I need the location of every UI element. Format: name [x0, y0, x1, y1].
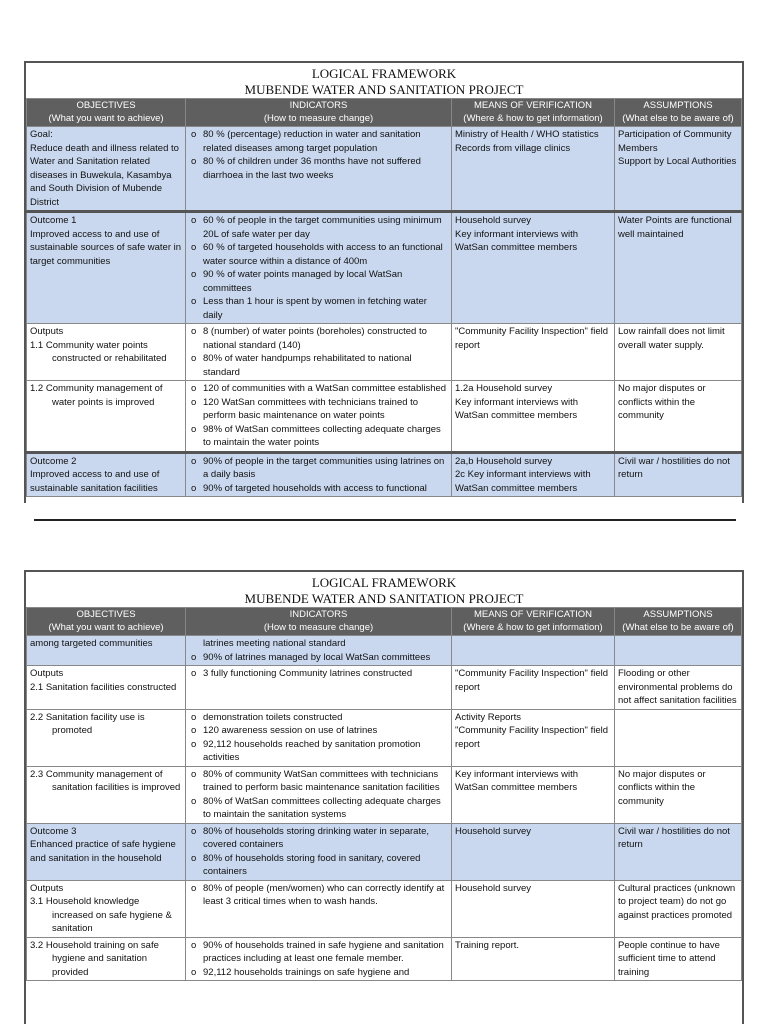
- indicator-item: [189, 155, 448, 182]
- objective-cell: [27, 937, 186, 981]
- indicator-item: [189, 667, 448, 681]
- means-text: 2c Key informant interviews with WatSan committee members: [455, 469, 591, 494]
- means-text: "Community Facility Inspection" field report: [455, 326, 608, 351]
- assumption-text: People continue to have sufficient time to attend training: [618, 939, 720, 978]
- indicator-text: 120 WatSan committees with technicians trained to perform basic maintenance on water points: [203, 396, 419, 421]
- indicators-cell: [186, 381, 452, 453]
- table-row: [27, 381, 742, 453]
- column-header: [27, 608, 186, 636]
- bullet-marker: o: [191, 768, 197, 780]
- assumption-text: No major disputes or conflicts within the community: [618, 383, 706, 421]
- objective-text: Outputs: [30, 882, 64, 894]
- indicator-item: [189, 382, 448, 396]
- logframe-page-2: [24, 570, 744, 1024]
- means-text: Key informant interviews with WatSan committee members: [455, 768, 579, 793]
- indicator-text: 90% of targeted households with access to functional: [203, 482, 427, 494]
- title-line-1: LOGICAL FRAMEWORK: [311, 575, 457, 590]
- indicator-text: 80% of community WatSan committees with technicians trained to perform basic maintenance sanitation facilities: [203, 768, 440, 793]
- indicators-cell: [186, 636, 452, 666]
- bullet-marker: o: [191, 882, 197, 894]
- logframe-table-2: [26, 607, 742, 981]
- means-cell: [452, 381, 615, 453]
- table-row: [27, 709, 742, 766]
- indicator-item: [189, 268, 448, 295]
- indicator-item: [189, 128, 448, 155]
- objective-text: 3.2 Household training on safe hygiene and sanitation provided: [30, 939, 159, 978]
- column-header-subtitle: (Where & how to get information): [463, 112, 603, 124]
- bullet-marker: o: [191, 242, 197, 253]
- assumptions-cell: [615, 823, 742, 880]
- column-header: [186, 608, 452, 636]
- indicator-text: 80% of water handpumps rehabilitated to national standard: [203, 353, 412, 378]
- column-header-subtitle: (What else to be aware of): [622, 621, 734, 633]
- bullet-marker: o: [191, 455, 197, 467]
- means-cell: [452, 636, 615, 666]
- objective-cell: [27, 823, 186, 880]
- indicator-continuation: latrines meeting national standard: [203, 638, 346, 649]
- bullet-marker: o: [191, 668, 197, 679]
- indicator-text: 80% of households storing food in sanitary, covered containers: [203, 852, 421, 877]
- bullet-marker: o: [191, 156, 197, 167]
- bullet-marker: o: [191, 711, 197, 723]
- assumptions-cell: [615, 324, 742, 381]
- bullet-marker: o: [191, 269, 197, 280]
- assumptions-cell: [615, 636, 742, 666]
- assumptions-cell: [615, 381, 742, 453]
- column-header-label: MEANS OF VERIFICATION: [473, 100, 593, 111]
- bullet-marker: o: [191, 482, 197, 494]
- means-text: Key informant interviews with WatSan committee members: [455, 396, 579, 421]
- indicator-item: [189, 825, 448, 852]
- assumptions-cell: [615, 937, 742, 981]
- logframe-page-1: [24, 61, 744, 503]
- objective-text: 1.1 Community water points constructed or rehabilitated: [30, 339, 167, 364]
- indicator-item: [189, 295, 448, 322]
- indicator-text: 92,112 households reached by sanitation promotion activities: [203, 738, 421, 763]
- column-header-subtitle: (How to measure change): [263, 621, 374, 633]
- objective-text: Outcome 3: [30, 825, 77, 837]
- objective-text: 1.2 Community management of water points is improved: [30, 383, 163, 408]
- objective-text: Outcome 1: [30, 215, 77, 226]
- means-cell: [452, 880, 615, 937]
- column-header: [452, 99, 615, 127]
- title-line-2: MUBENDE WATER AND SANITATION PROJECT: [244, 82, 524, 97]
- bullet-marker: o: [191, 423, 197, 435]
- objective-text: Reduce death and illness related to Water and Sanitation related diseases in Buwekula, Kasambya and South Division of Mubende District: [30, 142, 179, 208]
- bullet-marker: o: [191, 966, 197, 978]
- assumption-text: Cultural practices (unknown to project team) do not go against practices promoted: [618, 882, 736, 921]
- indicators-cell: [186, 127, 452, 212]
- indicator-list: [189, 325, 448, 379]
- means-cell: [452, 666, 615, 710]
- indicator-item: [189, 939, 448, 966]
- column-header: [186, 99, 452, 127]
- objective-text: 3.1 Household knowledge increased on safe hygiene & sanitation: [30, 896, 172, 934]
- means-text: 1.2a Household survey: [455, 383, 553, 394]
- bullet-marker: o: [191, 795, 197, 807]
- means-text: "Community Facility Inspection" field report: [455, 668, 608, 693]
- indicator-text: Less than 1 hour is spent by women in fetching water daily: [203, 296, 427, 321]
- indicator-list: [189, 382, 448, 450]
- bullet-marker: o: [191, 353, 197, 364]
- bullet-marker: o: [191, 326, 197, 337]
- means-text: Training report.: [455, 939, 520, 951]
- bullet-marker: o: [191, 129, 197, 140]
- objective-text: 2.3 Community management of sanitation facilities is improved: [30, 768, 181, 793]
- table-row: [27, 880, 742, 937]
- means-text: 2a,b Household survey: [455, 455, 553, 467]
- page-title: [26, 572, 742, 607]
- indicator-text: 80% of households storing drinking water in separate, covered containers: [203, 825, 430, 850]
- objective-text: Improved access to and use of sustainable sanitation facilities: [30, 469, 160, 494]
- indicator-list: [189, 214, 448, 322]
- objective-cell: [27, 452, 186, 497]
- indicator-item: [189, 724, 448, 738]
- means-text: Household survey: [455, 882, 532, 894]
- indicator-item: [189, 482, 448, 496]
- indicator-list: [189, 651, 448, 665]
- indicator-text: 60 % of targeted households with access to an functional water source within a distance of 400m: [203, 242, 443, 267]
- means-cell: [452, 766, 615, 823]
- assumptions-cell: [615, 212, 742, 324]
- means-cell: [452, 212, 615, 324]
- objective-cell: [27, 381, 186, 453]
- objective-text: Improved access to and use of sustainable sources of safe water in target communities: [30, 228, 182, 267]
- means-text: Records from village clinics: [455, 142, 571, 154]
- indicator-text: 98% of WatSan committees collecting adequate charges to maintain the water points: [203, 423, 441, 448]
- column-header-subtitle: (What you want to achieve): [48, 621, 164, 633]
- indicator-text: 90% of households trained in safe hygiene and sanitation practices including at least one female member.: [203, 939, 444, 964]
- column-header-label: OBJECTIVES: [76, 609, 136, 620]
- indicator-item: [189, 651, 448, 665]
- table-row: [27, 636, 742, 666]
- means-cell: [452, 823, 615, 880]
- title-line-1: LOGICAL FRAMEWORK: [311, 66, 457, 81]
- column-header: [615, 99, 742, 127]
- column-header-label: MEANS OF VERIFICATION: [473, 609, 593, 620]
- column-header: [452, 608, 615, 636]
- indicator-item: [189, 241, 448, 268]
- page-divider: [34, 519, 736, 521]
- indicators-cell: [186, 880, 452, 937]
- objective-cell: [27, 709, 186, 766]
- indicator-item: [189, 455, 448, 482]
- table-row: [27, 823, 742, 880]
- objective-text: Outcome 2: [30, 455, 77, 467]
- objective-text: 2.1 Sanitation facilities constructed: [30, 681, 177, 693]
- means-cell: [452, 937, 615, 981]
- means-cell: [452, 709, 615, 766]
- objective-cell: [27, 127, 186, 212]
- indicator-item: [189, 882, 448, 909]
- assumptions-cell: [615, 880, 742, 937]
- objective-cell: [27, 666, 186, 710]
- logframe-table-1: [26, 98, 742, 497]
- indicators-cell: [186, 666, 452, 710]
- indicator-text: 90% of latrines managed by local WatSan committees: [203, 651, 431, 663]
- objective-cell: [27, 324, 186, 381]
- means-text: Ministry of Health / WHO statistics: [455, 129, 599, 140]
- column-header-label: ASSUMPTIONS: [643, 609, 713, 620]
- assumption-text: Flooding or other environmental problems do not affect sanitation facilities: [618, 668, 737, 706]
- assumption-text: Low rainfall does not limit overall water supply.: [618, 326, 725, 351]
- indicator-item: [189, 966, 448, 980]
- indicators-cell: [186, 823, 452, 880]
- column-header-subtitle: (Where & how to get information): [463, 621, 603, 633]
- indicators-cell: [186, 212, 452, 324]
- means-cell: [452, 127, 615, 212]
- assumption-text: No major disputes or conflicts within the community: [618, 768, 706, 807]
- table-row: [27, 452, 742, 497]
- indicator-item: [189, 214, 448, 241]
- indicator-text: 90% of people in the target communities using latrines on a daily basis: [203, 455, 445, 480]
- indicator-item: [189, 738, 448, 765]
- indicator-list: [189, 768, 448, 822]
- indicator-item: [189, 325, 448, 352]
- objective-text: Goal:: [30, 129, 53, 140]
- objective-cell: [27, 636, 186, 666]
- bullet-marker: o: [191, 383, 197, 394]
- bullet-marker: o: [191, 296, 197, 307]
- column-header: [615, 608, 742, 636]
- indicators-cell: [186, 452, 452, 497]
- table-row: [27, 127, 742, 212]
- indicator-list: [189, 455, 448, 496]
- indicator-item: [189, 423, 448, 450]
- objective-cell: [27, 880, 186, 937]
- page-title: [26, 63, 742, 98]
- table-row: [27, 666, 742, 710]
- indicator-text: 90 % of water points managed by local WatSan committees: [203, 269, 403, 294]
- objective-text: Outputs: [30, 326, 64, 337]
- indicator-item: [189, 768, 448, 795]
- indicator-item: [189, 852, 448, 879]
- bullet-marker: o: [191, 852, 197, 864]
- indicator-text: 80% of WatSan committees collecting adequate charges to maintain the sanitation systems: [203, 795, 441, 820]
- indicator-list: [189, 128, 448, 182]
- assumptions-cell: [615, 666, 742, 710]
- bullet-marker: o: [191, 939, 197, 951]
- indicator-item: [189, 795, 448, 822]
- assumptions-cell: [615, 127, 742, 212]
- assumption-text: Civil war / hostilities do not return: [618, 825, 730, 850]
- column-header: [27, 99, 186, 127]
- indicator-text: 3 fully functioning Community latrines constructed: [203, 668, 413, 679]
- assumption-text: Participation of Community Members: [618, 129, 732, 154]
- objective-text: Enhanced practice of safe hygiene and sanitation in the household: [30, 839, 176, 864]
- indicator-text: 60 % of people in the target communities using minimum 20L of safe water per day: [203, 215, 442, 240]
- indicator-text: 120 awareness session on use of latrines: [203, 725, 378, 736]
- column-header-subtitle: (What you want to achieve): [48, 112, 164, 124]
- column-header-subtitle: (What else to be aware of): [622, 112, 734, 124]
- column-header-label: INDICATORS: [289, 609, 348, 620]
- indicator-item: [189, 396, 448, 423]
- means-text: Household survey: [455, 215, 532, 226]
- objective-cell: [27, 766, 186, 823]
- bullet-marker: o: [191, 738, 197, 750]
- indicator-text: 92,112 households trainings on safe hygiene and: [203, 966, 410, 978]
- means-cell: [452, 452, 615, 497]
- assumption-text: Water Points are functional well maintained: [618, 215, 732, 240]
- indicator-list: [189, 825, 448, 879]
- bullet-marker: o: [191, 725, 197, 736]
- table-row: [27, 766, 742, 823]
- column-header-label: ASSUMPTIONS: [643, 100, 713, 111]
- indicator-text: demonstration toilets constructed: [203, 711, 343, 723]
- means-text: Activity Reports: [455, 711, 521, 723]
- indicator-text: 120 of communities with a WatSan committee established: [203, 383, 447, 394]
- assumptions-cell: [615, 452, 742, 497]
- assumption-text: Civil war / hostilities do not return: [618, 455, 730, 480]
- bullet-marker: o: [191, 215, 197, 226]
- objective-cell: [27, 212, 186, 324]
- means-text: "Community Facility Inspection" field report: [455, 725, 608, 750]
- table-row: [27, 937, 742, 981]
- means-text: Key informant interviews with WatSan committee members: [455, 228, 579, 253]
- objective-text: Outputs: [30, 668, 64, 679]
- table-header-row: [27, 99, 742, 127]
- indicator-text: 80 % of children under 36 months have not suffered diarrhoea in the last two weeks: [203, 156, 421, 181]
- indicator-list: [189, 939, 448, 980]
- column-header-label: INDICATORS: [289, 100, 348, 111]
- title-line-2: MUBENDE WATER AND SANITATION PROJECT: [244, 591, 524, 606]
- indicator-item: [189, 352, 448, 379]
- indicator-text: 80 % (percentage) reduction in water and sanitation related diseases among target population: [203, 129, 421, 154]
- indicator-list: [189, 882, 448, 909]
- indicator-text: 8 (number) of water points (boreholes) constructed to national standard (140): [203, 326, 427, 351]
- assumptions-cell: [615, 709, 742, 766]
- indicators-cell: [186, 937, 452, 981]
- objective-text: 2.2 Sanitation facility use is promoted: [30, 711, 145, 736]
- means-text: Household survey: [455, 825, 532, 837]
- indicator-list: [189, 711, 448, 765]
- column-header-label: OBJECTIVES: [76, 100, 136, 111]
- column-header-subtitle: (How to measure change): [263, 112, 374, 124]
- bullet-marker: o: [191, 825, 197, 837]
- bullet-marker: o: [191, 396, 197, 408]
- indicator-item: [189, 711, 448, 725]
- indicators-cell: [186, 709, 452, 766]
- objective-text: among targeted communities: [30, 638, 153, 649]
- assumption-text: Support by Local Authorities: [618, 156, 737, 167]
- table-row: [27, 324, 742, 381]
- bullet-marker: o: [191, 651, 197, 663]
- means-cell: [452, 324, 615, 381]
- indicators-cell: [186, 766, 452, 823]
- table-header-row: [27, 608, 742, 636]
- indicator-list: [189, 667, 448, 681]
- indicator-text: 80% of people (men/women) who can correctly identify at least 3 critical times when to wash hands.: [203, 882, 445, 907]
- table-row: [27, 212, 742, 324]
- indicators-cell: [186, 324, 452, 381]
- assumptions-cell: [615, 766, 742, 823]
